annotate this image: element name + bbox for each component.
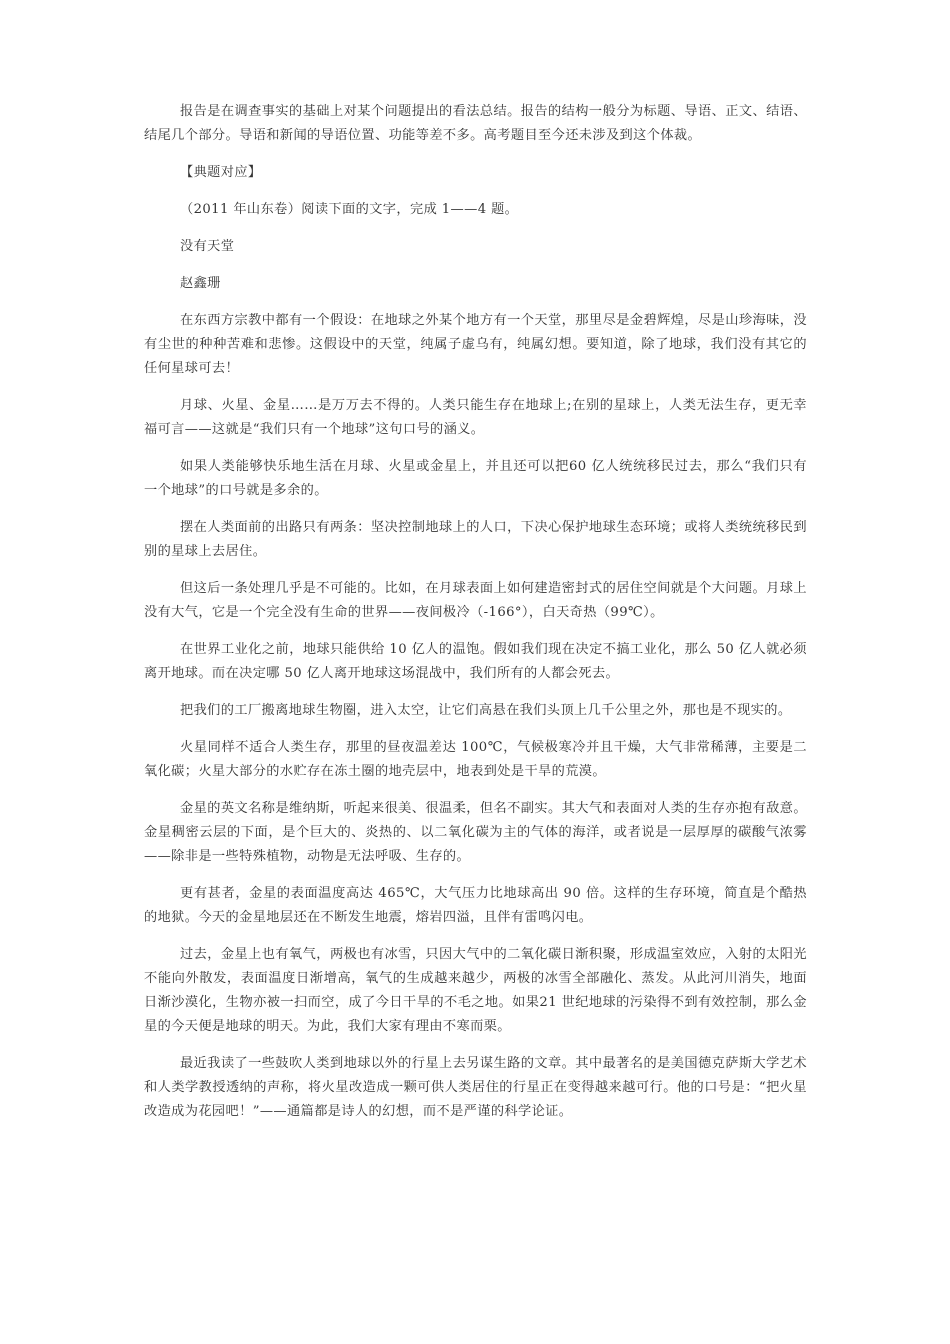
article-paragraph: 把我们的工厂搬离地球生物圈，进入太空，让它们高悬在我们头顶上几千公里之外，那也是不现实的。: [180, 703, 792, 718]
intro-paragraph: 报告是在调查事实的基础上对某个问题提出的看法总结。报告的结构一般分为标题、导语、正文、结语、结尾几个部分。导语和新闻的导语位置、功能等差不多。高考题目至今还未涉及到这个体裁。: [144, 104, 807, 143]
article-author: 赵鑫珊: [180, 276, 221, 291]
article-paragraph: 最近我读了一些鼓吹人类到地球以外的行星上去另谋生路的文章。其中最著名的是美国德克萨斯大学艺术和人类学教授透纳的声称，将火星改造成一颗可供人类居住的行星正在变得越来越可行。他的口号是：“把火星改造成为花园吧！”——通篇都是诗人的幻想，而不是严谨的科学论证。: [144, 1056, 807, 1119]
article-title: 没有天堂: [180, 239, 235, 254]
article-paragraph: 金星的英文名称是维纳斯，听起来很美、很温柔，但名不副实。其大气和表面对人类的生存亦抱有敌意。金星稠密云层的下面，是个巨大的、炎热的、以二氧化碳为主的气体的海洋，或者说是一层厚厚的碳酸气浓雾——除非是一些特殊植物，动物是无法呼吸、生存的。: [144, 801, 807, 864]
article-paragraph: 摆在人类面前的出路只有两条：坚决控制地球上的人口，下决心保护地球生态环境；或将人类统统移民到别的星球上去居住。: [144, 520, 807, 559]
article-paragraph: 在世界工业化之前，地球只能供给 10 亿人的温饱。假如我们现在决定不搞工业化，那么 50 亿人就必须离开地球。而在决定哪 50 亿人离开地球这场混战中，我们所有的人都会死去。: [144, 642, 807, 681]
article-paragraph: 如果人类能够快乐地生活在月球、火星或金星上，并且还可以把60 亿人统统移民过去，那么“我们只有一个地球”的口号就是多余的。: [144, 459, 807, 498]
exam-instruction: （2011 年山东卷）阅读下面的文字，完成 1——4 题。: [180, 202, 519, 217]
article-paragraph: 在东西方宗教中都有一个假设：在地球之外某个地方有一个天堂，那里尽是金碧辉煌，尽是山珍海味，没有尘世的种种苦难和悲惨。这假设中的天堂，纯属子虚乌有，纯属幻想。要知道，除了地球，我们没有其它的任何星球可去！: [144, 313, 807, 376]
article-paragraph: 但这后一条处理几乎是不可能的。比如，在月球表面上如何建造密封式的居住空间就是个大问题。月球上没有大气，它是一个完全没有生命的世界——夜间极冷（-166°），白天奇热（99℃）。: [144, 581, 807, 620]
document-body: [144, 100, 807, 1137]
article-paragraph: 过去，金星上也有氧气，两极也有冰雪，只因大气中的二氧化碳日渐积聚，形成温室效应，入射的太阳光不能向外散发，表面温度日渐增高，氧气的生成越来越少，两极的冰雪全部融化、蒸发。从此河川消失，地面日渐沙漠化，生物亦被一扫而空，成了今日干旱的不毛之地。如果21 世纪地球的污染得不到有效控制，那么金星的今天便是地球的明天。为此，我们大家有理由不寒而栗。: [144, 947, 807, 1034]
article-paragraph: 更有甚者，金星的表面温度高达 465℃，大气压力比地球高出 90 倍。这样的生存环境，简直是个酷热的地狱。今天的金星地层还在不断发生地震，熔岩四溢，且伴有雷鸣闪电。: [144, 886, 807, 925]
article-paragraph: 火星同样不适合人类生存，那里的昼夜温差达 100℃，气候极寒冷并且干燥，大气非常稀薄，主要是二氧化碳；火星大部分的水贮存在冻土圈的地壳层中，地表到处是干旱的荒漠。: [144, 740, 807, 779]
section-heading: 【典题对应】: [180, 165, 262, 180]
article-paragraph: 月球、火星、金星……是万万去不得的。人类只能生存在地球上;在别的星球上，人类无法生存，更无幸福可言——这就是“我们只有一个地球”这句口号的涵义。: [144, 398, 807, 437]
